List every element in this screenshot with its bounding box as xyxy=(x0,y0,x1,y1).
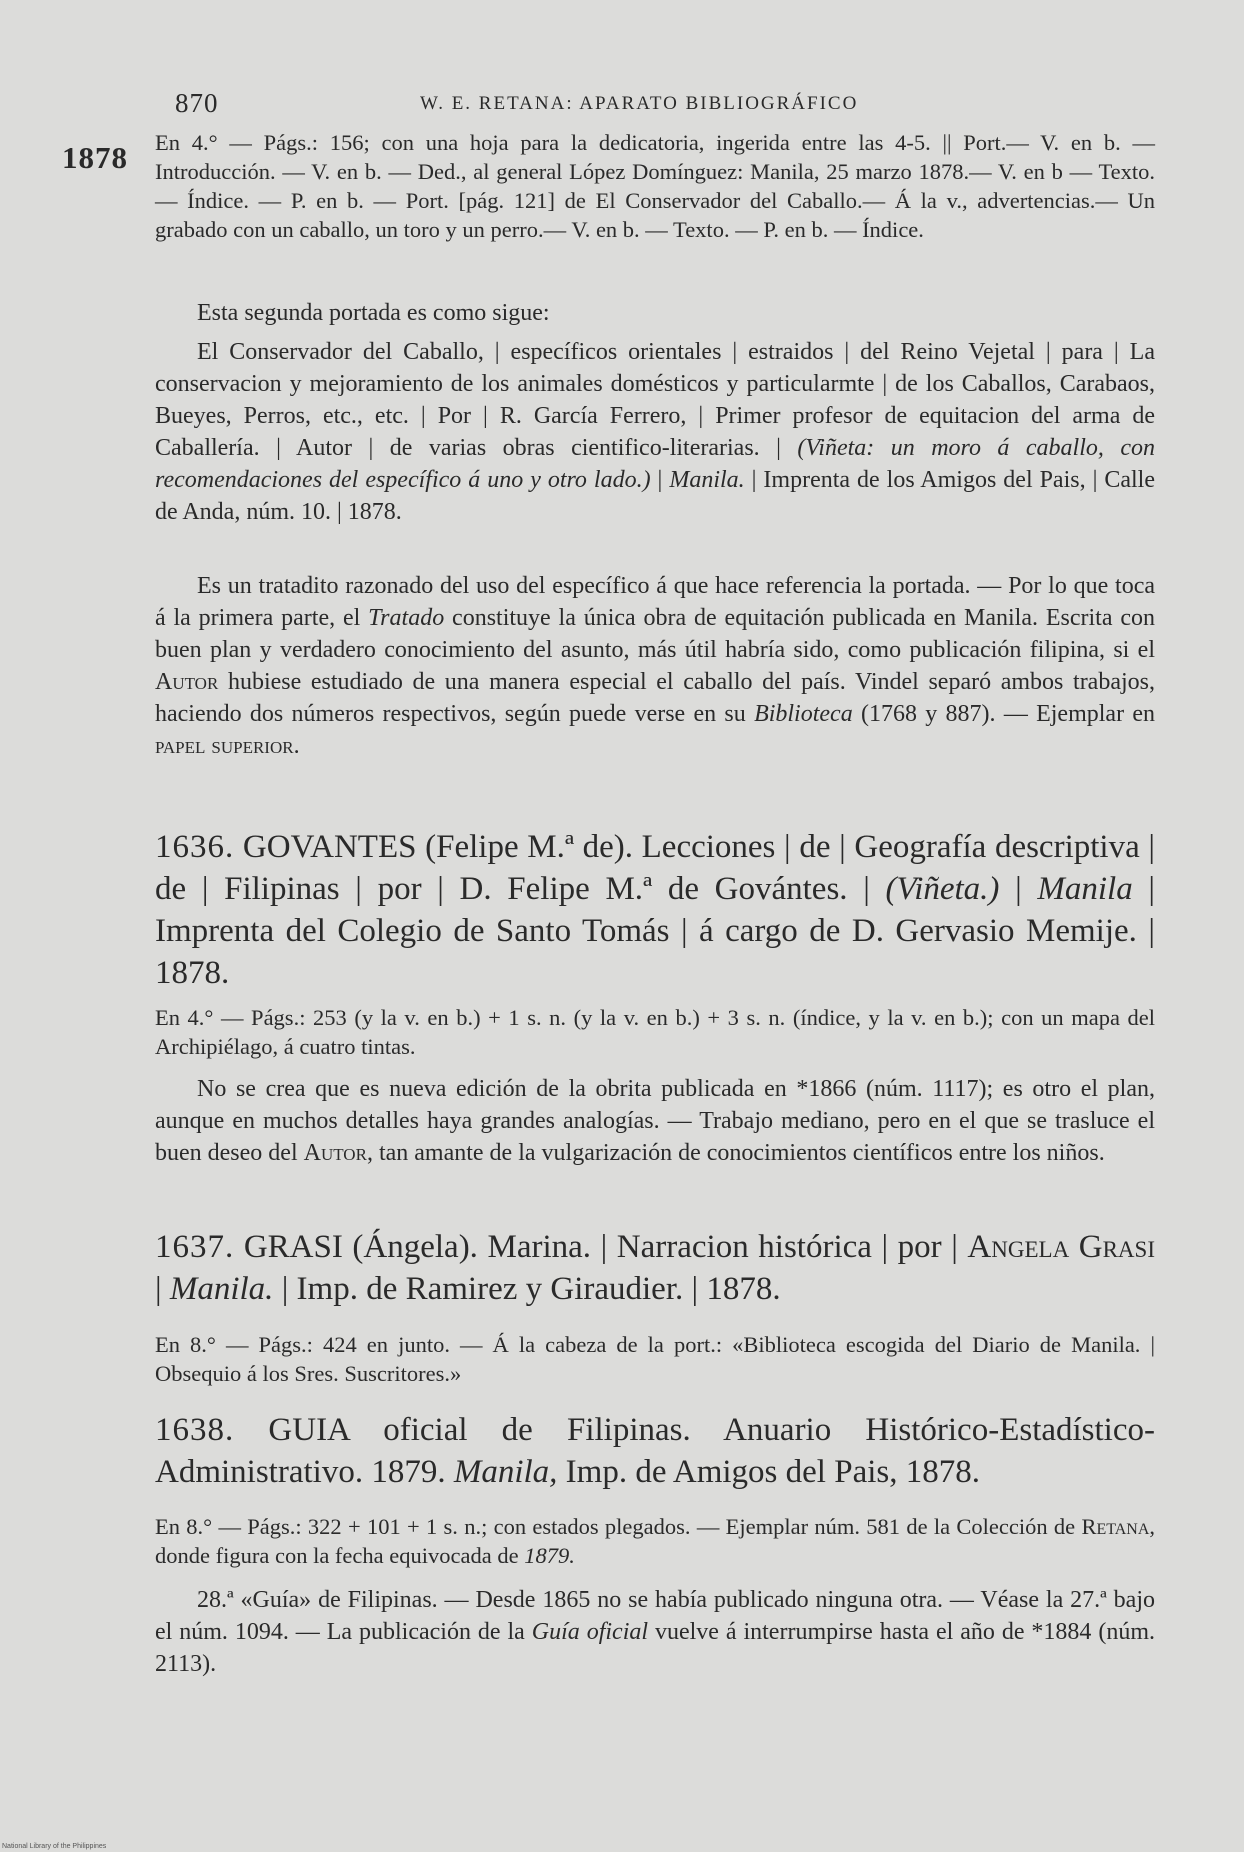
entry-1638-commentary xyxy=(155,1584,1155,1680)
entry-title-text: GOVANTES (Felipe M.ª de). Lecciones | de | Geografía descriptiva | de | Filipinas | por | D. Felipe M.ª de Govántes. | xyxy=(155,829,1155,907)
commentary-text: , tan amante de la vulgarización de conocimientos científicos entre los niños. xyxy=(366,1140,1105,1166)
separator: | xyxy=(650,467,670,493)
page-number: 870 xyxy=(175,88,219,118)
entry-title-city: Manila, xyxy=(453,1454,558,1490)
commentary-papel: papel superior. xyxy=(155,733,300,759)
entry-title-imprint: Imp. de Amigos del Pais, 1878. xyxy=(557,1454,980,1490)
entry-title-city: Manila. xyxy=(169,1271,274,1307)
commentary-text: 28.ª «Guía» de Filipinas. — Desde 1865 no se había publicado ninguna otra. — Véase la 27.ª bajo el núm. 1094. — La publicación de la xyxy=(155,1587,1155,1645)
entry-number: 1638. xyxy=(155,1412,235,1448)
year-marker: 1878 xyxy=(62,140,128,175)
second-title-vineta: (Viñeta: un moro á caballo, con recomendaciones del específico á uno y otro lado.) xyxy=(155,435,1156,493)
entry-1635-second-title xyxy=(155,336,1155,528)
commentary-text: No se crea que es nueva edición de la obrita publicada en *1866 (núm. 1117); es otro el plan, aunque en muchos detalles haya grandes analogías. — Trabajo mediano, pero en el que se trasluce el buen deseo del xyxy=(155,1076,1155,1166)
entry-title-vineta: (Viñeta.) xyxy=(885,871,1000,907)
entry-title-text: GUIA oficial de Filipinas. Anuario Histórico-Estadístico-Administrativo. 1879. xyxy=(155,1412,1155,1490)
entry-title-author: Angela Grasi xyxy=(967,1229,1155,1265)
second-title-city: Manila. xyxy=(669,467,745,493)
entry-1636-description: En 4.° — Págs.: 253 (y la v. en b.) + 1 s. n. (y la v. en b.) + 3 s. n. (índice, y la v. en b.); con un mapa del Archipiélago, á cuatro tintas. xyxy=(155,1005,1155,1059)
entry-1637-title xyxy=(155,1226,1155,1310)
entry-1635-description: En 4.° — Págs.: 156; con una hoja para la dedicatoria, ingerida entre las 4-5. || Port.— V. en b. — Introducción. — V. en b. — Ded., al general López Domínguez: Manila, 25 marzo 1878.— V. en b — Texto.— Índice. — P. en b. — Port. [pág. 121] de El Conservador del Caballo.— Á la v., advertencias.— Un grabado con un caballo, un toro y un perro.— V. en b. — Texto. — P. en b. — Índice. xyxy=(155,130,1155,242)
commentary-biblioteca: Biblioteca xyxy=(754,701,853,727)
second-title-imprint: | Imprenta de los Amigos del Pais, | Calle de Anda, núm. 10. | 1878. xyxy=(155,467,1155,525)
entry-1638-description xyxy=(155,1512,1155,1570)
commentary-text: constituye la única obra de equitación publicada en Manila. Escrita con buen plan y verdadero conocimiento del asunto, más útil habría sido, como publicación filipina, si el xyxy=(155,605,1155,663)
entry-title-city: Manila xyxy=(1037,871,1133,907)
commentary-text: hubiese estudiado de una manera especial el caballo del país. Vindel separó ambos trabajos, haciendo dos números respectivos, según puede verse en su xyxy=(155,669,1155,727)
commentary-autor: Autor xyxy=(155,669,219,695)
second-title-text: El Conservador del Caballo, | específicos orientales | estraidos | del Reino Vejetal | para | La conservacion y mejoramiento de los animales domésticos y particularmte | de los Caballos, Carabaos, Bueyes, Perros, etc., etc. | Por | R. García Ferrero, | Primer profesor de equitacion del arma de Caballería. | Autor | de varias obras cientifico-literarias. | xyxy=(155,339,1155,461)
commentary-text: vuelve á interrumpirse hasta el año de *1884 (núm. 2113). xyxy=(155,1619,1156,1677)
entry-1636-commentary xyxy=(155,1073,1155,1169)
entry-1638-title xyxy=(155,1409,1155,1493)
entry-title-text: GRASI (Ángela). Marina. | Narracion histórica | por | xyxy=(234,1229,968,1265)
description-text: , donde figura con la fecha equivocada de xyxy=(155,1514,1155,1568)
description-retana: Retana xyxy=(1081,1514,1150,1539)
commentary-autor: Autor xyxy=(303,1140,367,1166)
separator: | xyxy=(999,871,1038,907)
entry-1635-second-title-intro: Esta segunda portada es como sigue: xyxy=(197,300,550,326)
commentary-text: Es un tratadito razonado del uso del específico á que hace referencia la portada. — Por lo que toca á la primera parte, el xyxy=(155,573,1155,631)
entry-number: 1637. xyxy=(155,1229,235,1265)
entry-number: 1636. xyxy=(155,829,235,865)
description-year: 1879. xyxy=(524,1543,575,1568)
entry-1637-description: En 8.° — Págs.: 424 en junto. — Á la cabeza de la port.: «Biblioteca escogida del Diario de Manila. | Obsequio á los Sres. Suscritores.» xyxy=(155,1332,1155,1386)
running-header: W. E. RETANA: APARATO BIBLIOGRÁFICO xyxy=(420,93,859,114)
commentary-guia: Guía oficial xyxy=(531,1619,649,1645)
library-stamp: National Library of the Philippines xyxy=(2,1843,107,1850)
separator: | xyxy=(155,1271,170,1307)
entry-1635-commentary xyxy=(155,570,1155,762)
description-text: En 8.° — Págs.: 322 + 101 + 1 s. n.; con estados plegados. — Ejemplar núm. 581 de la Colección de xyxy=(155,1514,1082,1539)
entry-title-imprint: | Imprenta del Colegio de Santo Tomás | á cargo de D. Gervasio Memije. | 1878. xyxy=(155,871,1156,991)
entry-title-imprint: | Imp. de Ramirez y Giraudier. | 1878. xyxy=(273,1271,781,1307)
commentary-tratado: Tratado xyxy=(368,605,445,631)
commentary-text: (1768 y 887). — Ejemplar en xyxy=(852,701,1155,727)
entry-1636-title xyxy=(155,826,1155,994)
